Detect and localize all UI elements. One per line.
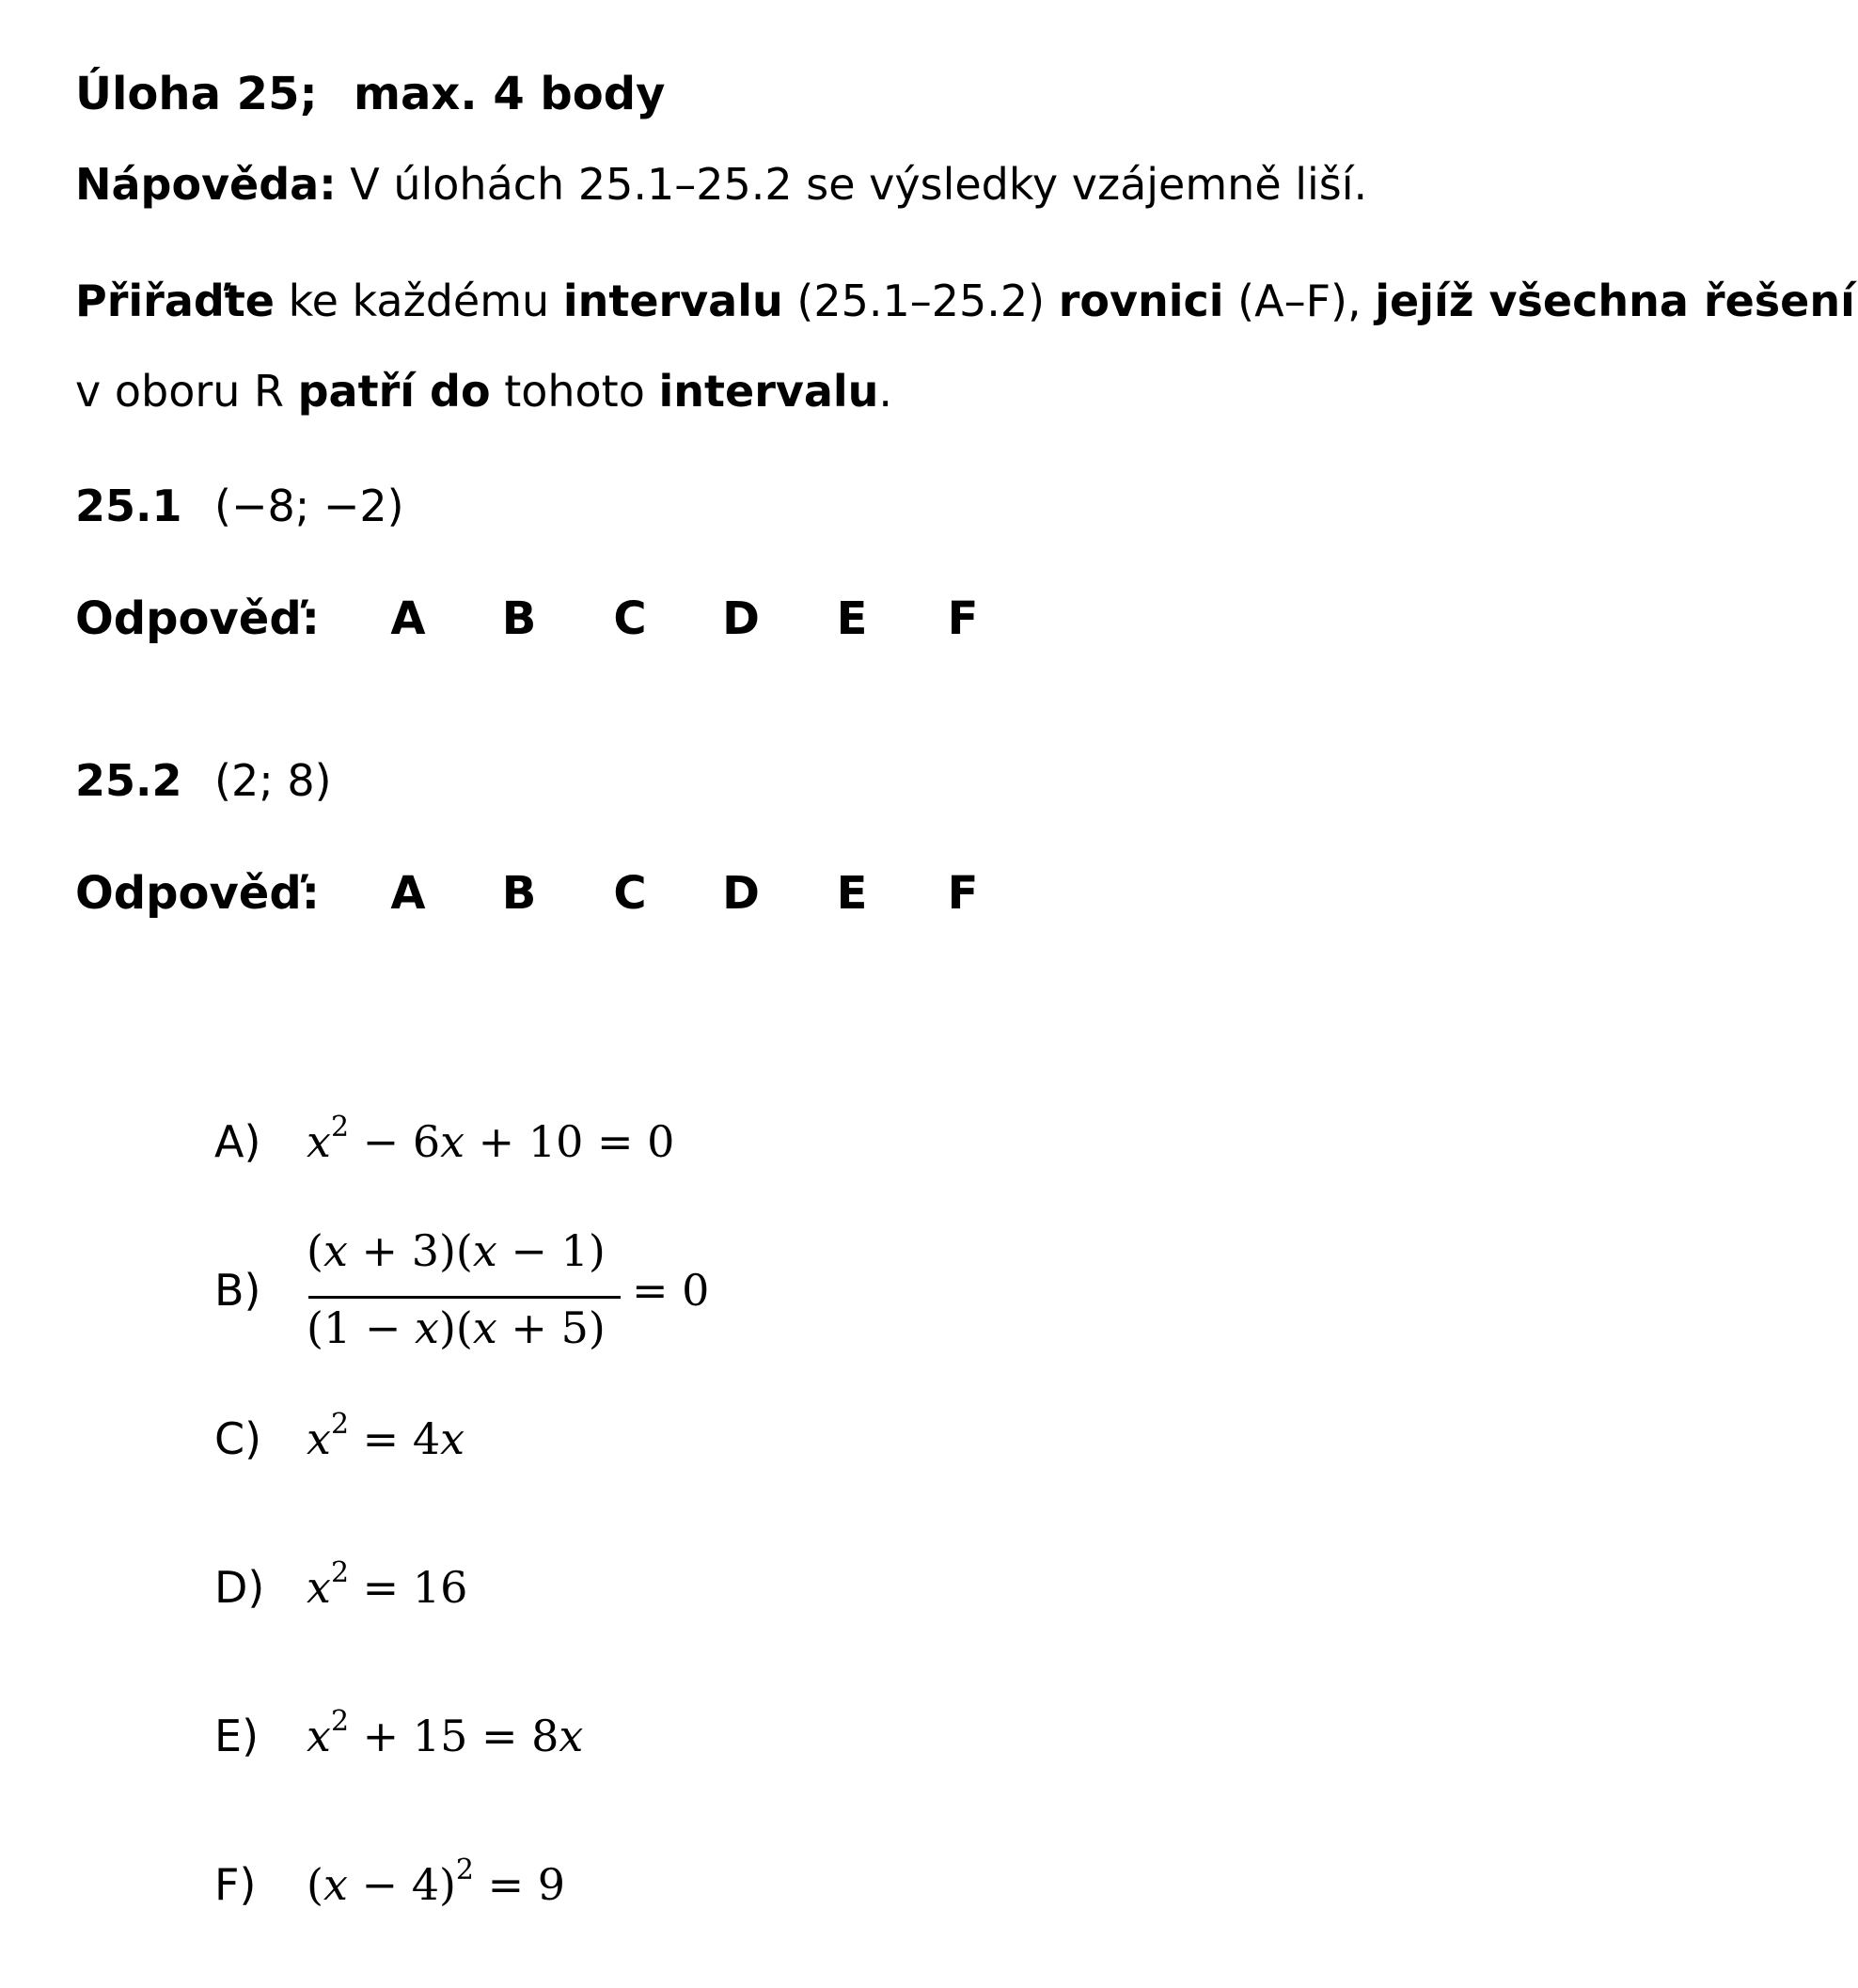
answer-option-b[interactable]: B (501, 867, 537, 920)
eq-part: x (415, 1302, 439, 1353)
eq-part: ( (307, 1225, 323, 1276)
answer-option-f[interactable]: F (947, 592, 979, 645)
eq-part: = 4 (349, 1413, 441, 1464)
eq-part: x (559, 1711, 584, 1761)
equation-letter: A) (214, 1116, 261, 1167)
instruction-segment: . (878, 366, 893, 417)
eq-part: − 4) (347, 1859, 456, 1910)
instruction-segment: intervalu (658, 366, 879, 417)
eq-part: x (440, 1116, 465, 1167)
eq-part: = 9 (474, 1859, 566, 1910)
eq-exponent: 2 (330, 1111, 350, 1144)
task-points: max. 4 body (354, 68, 666, 120)
instruction-segment: jejíž všechna řešení (1375, 276, 1855, 326)
instruction-segment: rovnici (1058, 276, 1224, 326)
fraction-bar (308, 1296, 621, 1299)
instruction-line-2 (75, 363, 892, 419)
equation-c (307, 1408, 465, 1467)
eq-part: − 6 (349, 1116, 441, 1167)
eq-part: x (307, 1562, 331, 1613)
instruction-segment: tohoto (490, 366, 659, 417)
answer-option-c[interactable]: C (613, 592, 647, 645)
eq-part: x (307, 1413, 331, 1464)
item-interval: (2; 8) (214, 755, 332, 806)
eq-part: x (323, 1225, 348, 1276)
answer-option-f[interactable]: F (947, 867, 979, 920)
answer-option-d[interactable]: D (722, 592, 760, 645)
eq-part: x (307, 1116, 331, 1167)
equation-letter: C) (214, 1413, 262, 1464)
instruction-segment: (A–F), (1223, 276, 1376, 326)
equation-b-rhs: = 0 (632, 1265, 710, 1316)
hint-text: V úlohách 25.1–25.2 se výsledky vzájemně liší. (336, 159, 1368, 210)
answer-option-a[interactable]: A (390, 592, 426, 645)
eq-part: x (323, 1859, 348, 1910)
equation-e (307, 1705, 584, 1764)
eq-exponent: 2 (455, 1854, 474, 1886)
eq-part: + 5) (496, 1302, 606, 1353)
eq-part: )( (438, 1302, 473, 1353)
item-number: 25.2 (75, 755, 182, 806)
eq-exponent: 2 (330, 1556, 350, 1589)
equation-a (307, 1113, 674, 1170)
instruction-segment: Přiřaďte (75, 276, 276, 326)
answer-label: Odpověď: (75, 592, 320, 645)
instruction-segment: patří do (297, 366, 491, 417)
answer-option-e[interactable]: E (836, 867, 868, 920)
eq-part: + 10 = 0 (464, 1116, 675, 1167)
item-number: 25.1 (75, 481, 182, 531)
instruction-segment: (25.1–25.2) (782, 276, 1059, 326)
eq-part: x (472, 1302, 497, 1353)
item-interval: (−8; −2) (214, 481, 404, 531)
answer-option-c[interactable]: C (613, 867, 647, 920)
equation-letter: B) (214, 1265, 261, 1316)
eq-exponent: 2 (330, 1705, 350, 1738)
answer-option-e[interactable]: E (836, 592, 868, 645)
instruction-segment: intervalu (562, 276, 783, 326)
equation-letter: F) (214, 1859, 257, 1910)
answer-option-a[interactable]: A (390, 867, 426, 920)
eq-part: + 3)( (347, 1225, 473, 1276)
eq-part: x (472, 1225, 497, 1276)
hint-label: Nápověda: (75, 159, 337, 210)
equation-f (307, 1856, 565, 1913)
hint-line (75, 156, 1367, 213)
eq-exponent: 2 (330, 1408, 350, 1441)
equation-d (307, 1556, 468, 1616)
eq-part: x (307, 1711, 331, 1761)
equation-b-numerator (307, 1223, 606, 1279)
eq-part: = 16 (349, 1562, 468, 1613)
task-title: Úloha 25; (75, 68, 318, 120)
eq-part: − 1) (496, 1225, 606, 1276)
instruction-line-1 (75, 273, 1855, 329)
answer-label: Odpověď: (75, 867, 320, 920)
eq-part: x (440, 1413, 465, 1464)
equation-letter: E) (214, 1711, 260, 1761)
instruction-segment: v oboru R (75, 366, 298, 417)
eq-part: ( (307, 1859, 323, 1910)
answer-option-d[interactable]: D (722, 867, 760, 920)
eq-part: + 15 = 8 (349, 1711, 559, 1761)
answer-option-b[interactable]: B (501, 592, 537, 645)
instruction-segment: ke každému (275, 276, 563, 326)
eq-part: (1 − (307, 1302, 415, 1353)
equation-letter: D) (214, 1562, 265, 1613)
equation-b-denominator (307, 1300, 606, 1356)
